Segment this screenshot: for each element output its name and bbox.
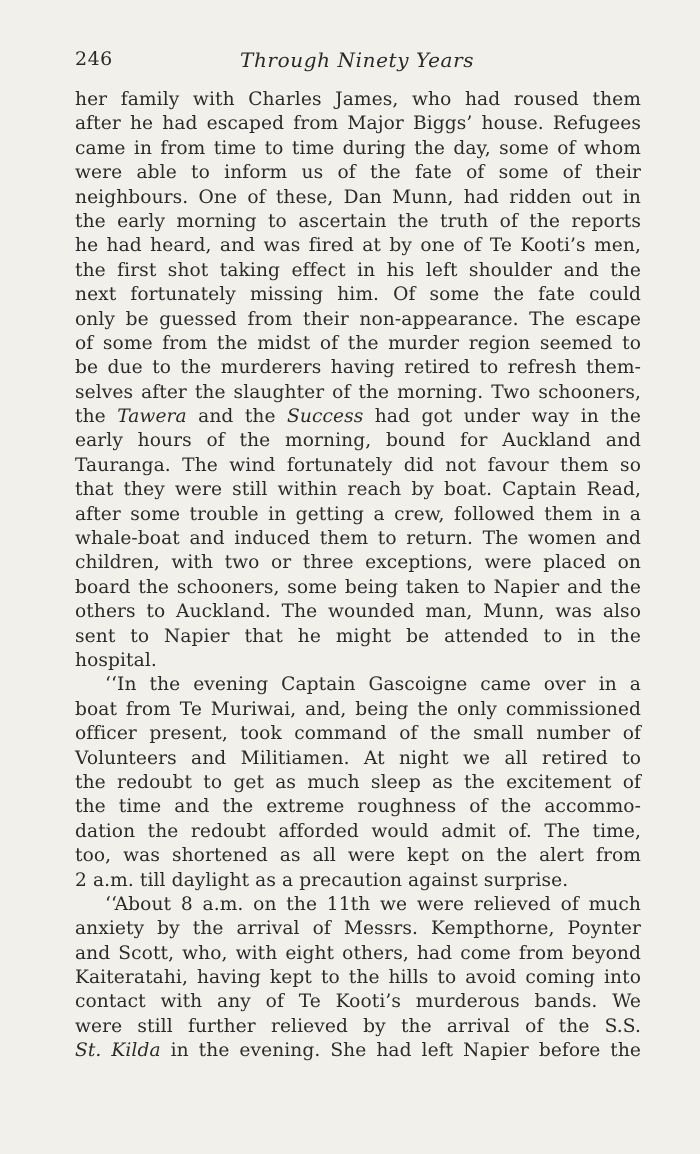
body-text	[75, 88, 641, 1064]
text-line: contact with any of Te Kooti’s murderous bands. We	[75, 991, 641, 1013]
text-line: too, was shortened as all were kept on the alert from	[75, 845, 641, 867]
ship-name-tawera: Tawera	[117, 406, 187, 428]
text-line: children, with two or three exceptions, were placed on	[75, 552, 641, 574]
text-line: officer present, took command of the small number of	[75, 723, 641, 745]
text-fragment: had got under way in the	[363, 406, 642, 428]
ship-name-st-kilda: St. Kilda	[75, 1040, 161, 1062]
text-fragment: and the	[186, 406, 288, 428]
text-line: Tauranga. The wind fortunately did not favour them so	[75, 454, 641, 476]
text-line: be due to the murderers having retired to refresh them-	[75, 357, 641, 379]
text-line: Volunteers and Militiamen. At night we all retired to	[75, 747, 641, 769]
text-line: hospital.	[75, 649, 157, 671]
ship-name-success: Success	[287, 406, 364, 428]
text-line: others to Auckland. The wounded man, Munn, was also	[75, 601, 641, 623]
text-line: and Scott, who, with eight others, had come from beyond	[75, 942, 641, 964]
running-head	[75, 48, 637, 78]
text-line: Kaiteratahi, having kept to the hills to avoid coming into	[75, 967, 641, 989]
text-line: the redoubt to get as much sleep as the excitement of	[75, 771, 641, 793]
text-line: neighbours. One of these, Dan Munn, had ridden out in	[75, 186, 641, 208]
text-line: next fortunately missing him. Of some the fate could	[75, 284, 641, 306]
running-title: Through Ninety Years	[240, 48, 475, 72]
paragraph-start-line: ‘‘About 8 a.m. on the 11th we were relieved of much	[105, 893, 641, 915]
text-line: sent to Napier that he might be attended to in the	[75, 625, 641, 647]
text-line: came in from time to time during the day, some of whom	[75, 137, 641, 159]
text-line: board the schooners, some being taken to Napier and the	[75, 576, 641, 598]
text-line: after some trouble in getting a crew, followed them in a	[75, 503, 641, 525]
text-line: he had heard, and was fired at by one of Te Kooti’s men,	[75, 235, 641, 257]
text-line: selves after the slaughter of the morning. Two schooners,	[75, 381, 641, 403]
paragraph-start-line: ‘‘In the evening Captain Gascoigne came over in a	[105, 674, 641, 696]
text-line: her family with Charles James, who had roused them	[75, 89, 641, 110]
text-line: the first shot taking effect in his left shoulder and the	[75, 259, 641, 281]
text-line: the early morning to ascertain the truth of the reports	[75, 210, 641, 232]
page-number: 246	[75, 48, 113, 70]
text-line: 2 a.m. till daylight as a precaution against surprise.	[75, 869, 569, 891]
text-fragment: in the evening. She had left Napier before the	[160, 1040, 642, 1062]
text-line: whale-boat and induced them to return. The women and	[75, 528, 641, 550]
text-line: were still further relieved by the arrival of the S.S.	[75, 1015, 641, 1037]
text-line: of some from the midst of the murder region seemed to	[75, 332, 641, 354]
text-line: the time and the extreme roughness of the accommo-	[75, 796, 641, 818]
text-line: after he had escaped from Major Biggs’ house. Refugees	[75, 113, 641, 135]
text-line-ship	[75, 1039, 641, 1063]
text-line: dation the redoubt afforded would admit of. The time,	[75, 820, 641, 842]
text-line: that they were still within reach by boat. Captain Read,	[75, 479, 641, 501]
text-line: early hours of the morning, bound for Auckland and	[75, 430, 641, 452]
text-line: only be guessed from their non-appearance. The escape	[75, 308, 641, 330]
text-line: were able to inform us of the fate of some of their	[75, 162, 641, 184]
text-fragment: the	[75, 406, 118, 428]
text-line: anxiety by the arrival of Messrs. Kempthorne, Poynter	[75, 918, 641, 940]
text-line: boat from Te Muriwai, and, being the only commissioned	[75, 698, 641, 720]
text-line-ships	[75, 405, 641, 429]
